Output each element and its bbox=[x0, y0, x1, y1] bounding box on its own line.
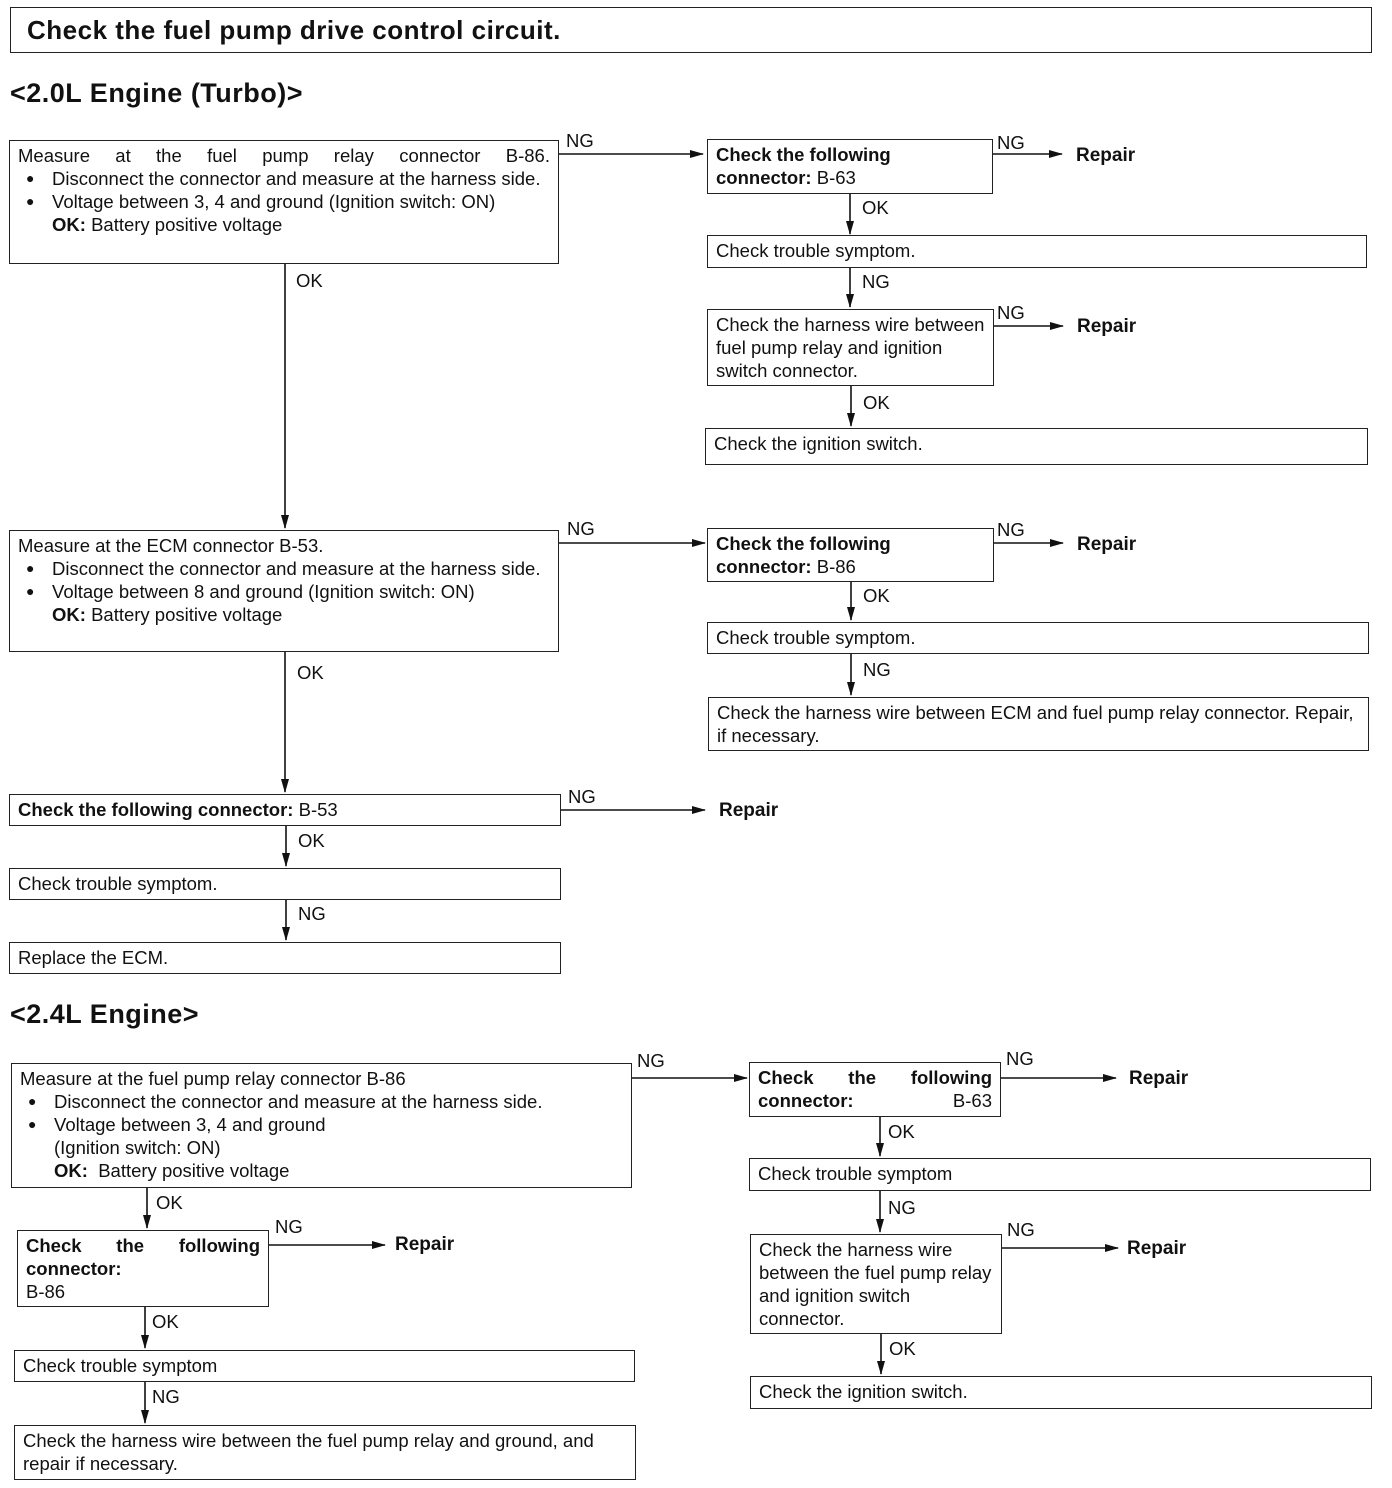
turbo-check-connector-b53: Check the following connector: B-53 bbox=[9, 794, 561, 826]
ok-label: OK bbox=[889, 1338, 916, 1359]
turbo-check-trouble-symptom-3: Check trouble symptom. bbox=[9, 868, 561, 900]
ok-label: OK bbox=[862, 197, 889, 218]
e24-step-measure-relay bbox=[11, 1063, 632, 1188]
ok-label: OK bbox=[863, 585, 890, 606]
ng-label: NG bbox=[152, 1386, 180, 1407]
turbo-check-harness-ignition: Check the harness wire between fuel pump relay and ignition switch connector. bbox=[707, 309, 994, 386]
turbo-check-trouble-symptom-1: Check trouble symptom. bbox=[707, 235, 1367, 268]
repair-label: Repair bbox=[1129, 1068, 1189, 1089]
ok-label: OK bbox=[297, 662, 324, 683]
step-text: Measure at the fuel pump relay connector B-86. bbox=[18, 145, 550, 166]
page-title: Check the fuel pump drive control circuit. bbox=[10, 7, 1372, 53]
ok-criteria: OK: Battery positive voltage bbox=[52, 214, 283, 235]
ng-label: NG bbox=[298, 903, 326, 924]
section-heading-turbo: <2.0L Engine (Turbo)> bbox=[10, 78, 304, 108]
ng-label: NG bbox=[568, 786, 596, 807]
bullet-item: ● Disconnect the connector and measure at the harness side. bbox=[18, 557, 550, 580]
ng-label: NG bbox=[1007, 1219, 1035, 1240]
turbo-replace-ecm: Replace the ECM. bbox=[9, 942, 561, 974]
bullet-item: ● Voltage between 8 and ground (Ignition switch: ON) bbox=[18, 580, 550, 603]
turbo-check-connector-b86: Check the following connector: B-86 bbox=[707, 528, 994, 582]
ng-label: NG bbox=[863, 659, 891, 680]
repair-label: Repair bbox=[1077, 534, 1137, 555]
ng-label: NG bbox=[888, 1197, 916, 1218]
repair-label: Repair bbox=[1127, 1238, 1187, 1259]
ok-label: OK bbox=[156, 1192, 183, 1213]
step-text: Measure at the ECM connector B-53. bbox=[18, 535, 324, 556]
connector-text: Check the following connector: bbox=[26, 1235, 260, 1279]
repair-label: Repair bbox=[719, 800, 779, 821]
connector-id: B-86 bbox=[26, 1281, 66, 1302]
e24-check-harness-ignition: Check the harness wire between the fuel pump relay and ignition switch connector. bbox=[750, 1234, 1002, 1334]
repair-label: Repair bbox=[395, 1234, 455, 1255]
ng-label: NG bbox=[567, 518, 595, 539]
repair-label: Repair bbox=[1076, 145, 1136, 166]
ok-label: OK bbox=[296, 270, 323, 291]
ng-label: NG bbox=[997, 519, 1025, 540]
ok-label: OK bbox=[152, 1311, 179, 1332]
ng-label: NG bbox=[1006, 1048, 1034, 1069]
e24-check-ignition-switch: Check the ignition switch. bbox=[750, 1376, 1372, 1409]
turbo-step-measure-relay bbox=[9, 140, 559, 264]
e24-check-connector-b63 bbox=[749, 1062, 1001, 1117]
ng-label: NG bbox=[997, 302, 1025, 323]
turbo-step-measure-ecm bbox=[9, 530, 559, 652]
section-heading-24l: <2.4L Engine> bbox=[10, 999, 200, 1029]
bullet-continuation: (Ignition switch: ON) bbox=[54, 1137, 221, 1158]
e24-check-trouble-symptom-right: Check trouble symptom bbox=[749, 1158, 1371, 1191]
connector-text: Check the following connector: B-63 bbox=[758, 1067, 992, 1111]
ok-label: OK bbox=[863, 392, 890, 413]
ng-label: NG bbox=[997, 132, 1025, 153]
ok-criteria: OK: Battery positive voltage bbox=[52, 604, 283, 625]
ng-label: NG bbox=[566, 130, 594, 151]
ok-label: OK bbox=[888, 1121, 915, 1142]
bullet-item: ● Disconnect the connector and measure at the harness side. bbox=[20, 1090, 623, 1113]
turbo-check-harness-ecm: Check the harness wire between ECM and fuel pump relay connector. Repair, if necessary. bbox=[708, 697, 1369, 751]
ng-label: NG bbox=[275, 1216, 303, 1237]
ng-label: NG bbox=[862, 271, 890, 292]
bullet-item: ● Voltage between 3, 4 and ground (Ignition switch: ON) bbox=[18, 190, 550, 213]
turbo-check-connector-b63: Check the following connector: B-63 bbox=[707, 139, 993, 194]
turbo-check-trouble-symptom-2: Check trouble symptom. bbox=[707, 622, 1369, 654]
turbo-check-ignition-switch: Check the ignition switch. bbox=[705, 428, 1368, 465]
bullet-item: ● Voltage between 3, 4 and ground bbox=[20, 1113, 623, 1136]
ok-criteria: OK: Battery positive voltage bbox=[54, 1160, 290, 1181]
e24-check-harness-ground: Check the harness wire between the fuel pump relay and ground, and repair if necessary. bbox=[14, 1425, 636, 1480]
ng-label: NG bbox=[637, 1050, 665, 1071]
e24-check-trouble-symptom-left: Check trouble symptom bbox=[14, 1350, 635, 1382]
ok-label: OK bbox=[298, 830, 325, 851]
e24-check-connector-b86 bbox=[17, 1230, 269, 1307]
bullet-item: ● Disconnect the connector and measure at the harness side. bbox=[18, 167, 550, 190]
step-text: Measure at the fuel pump relay connector B-86 bbox=[20, 1068, 406, 1089]
repair-label: Repair bbox=[1077, 316, 1137, 337]
